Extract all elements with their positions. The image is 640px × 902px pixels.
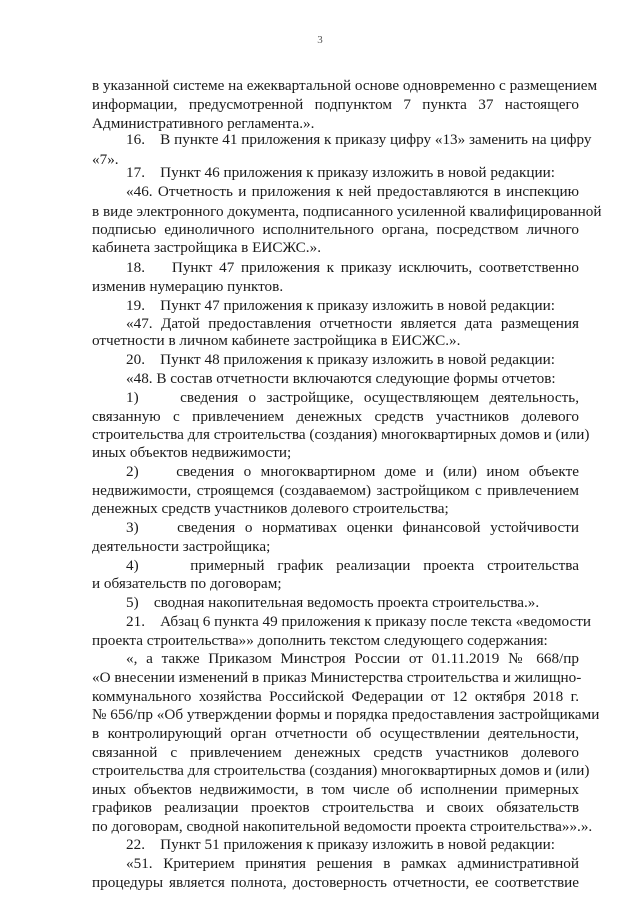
text-line: подписью единоличного исполнительного органа, посредством личного [92,221,579,238]
text-line: 17. Пункт 46 приложения к приказу изложить в новой редакции: [126,164,555,181]
text-line: недвижимости, строящемся (создаваемом) застройщиком с привлечением [92,482,579,499]
text-line: 5) сводная накопительная ведомость проекта строительства.». [126,594,540,611]
text-line: отчетности в личном кабинете застройщика в ЕИСЖС.». [92,332,461,349]
text-line: связанную с привлечением денежных средств участников долевого [92,408,579,425]
text-line: строительства для строительства (создания) многоквартирных домов и (или) [92,762,590,779]
text-line: 18. Пункт 47 приложения к приказу исключить, соответственно [126,259,579,276]
text-line: 4) примерный график реализации проекта строительства [126,557,579,574]
text-line: кабинета застройщика в ЕИСЖС.». [92,239,321,256]
text-line: изменив нумерацию пунктов. [92,278,284,295]
text-line: «48. В состав отчетности включаются следующие формы отчетов: [126,370,556,387]
text-line: «, а также Приказом Минстроя России от 01.11.2019 № 668/пр [126,650,579,667]
text-line: «46. Отчетность и приложения к ней предоставляются в инспекцию [126,183,579,200]
text-line: в виде электронного документа, подписанного усиленной квалифицированной [92,203,602,220]
text-line: Административного регламента.». [92,115,315,132]
text-line: строительства для строительства (создания) многоквартирных домов и (или) [92,426,590,443]
text-line: связанной с привлечением денежных средств участников долевого [92,744,579,761]
text-line: «7». [92,151,119,168]
text-line: деятельности застройщика; [92,538,271,555]
text-line: 16. В пункте 41 приложения к приказу цифру «13» заменить на цифру [126,131,592,148]
text-line: 3) сведения о нормативах оценки финансовой устойчивости [126,519,579,536]
text-line: 20. Пункт 48 приложения к приказу изложить в новой редакции: [126,351,555,368]
text-line: по договорам, сводной накопительной ведомости проекта строительства»».». [92,818,593,835]
text-line: иных объектов недвижимости, в том числе об исполнении примерных [92,781,579,798]
text-line: 22. Пункт 51 приложения к приказу изложить в новой редакции: [126,836,555,853]
text-line: 2) сведения о многоквартирном доме и (или) ином объекте [126,463,579,480]
text-line: «О внесении изменений в приказ Министерства строительства и жилищно- [92,669,582,686]
text-line: 19. Пункт 47 приложения к приказу изложить в новой редакции: [126,297,555,314]
text-line: «47. Датой предоставления отчетности является дата размещения [126,315,579,332]
text-line: графиков реализации проектов строительства и своих обязательств [92,799,579,816]
text-line: в указанной системе на ежеквартальной основе одновременно с размещением [92,77,598,94]
text-line: процедуры является полнота, достоверность отчетности, ее соответствие [92,874,579,891]
text-line: иных объектов недвижимости; [92,444,292,461]
text-line: 21. Абзац 6 пункта 49 приложения к приказу после текста «ведомости [126,613,591,630]
text-line: и обязательств по договорам; [92,575,282,592]
text-line: № 656/пр «Об утверждении формы и порядка предоставления застройщиками [92,706,600,723]
page-number: 3 [317,34,323,46]
text-line: 1) сведения о застройщике, осуществляющем деятельность, [126,389,579,406]
text-line: денежных средств участников долевого строительства; [92,500,449,517]
text-line: коммунального хозяйства Российской Федерации от 12 октября 2018 г. [92,688,579,705]
text-line: информации, предусмотренной подпунктом 7 пункта 37 настоящего [92,96,579,113]
text-line: в контролирующий орган отчетности об осуществлении деятельности, [92,725,579,742]
text-line: проекта строительства»» дополнить текстом следующего содержания: [92,632,548,649]
text-line: «51. Критерием принятия решения в рамках административной [126,855,579,872]
